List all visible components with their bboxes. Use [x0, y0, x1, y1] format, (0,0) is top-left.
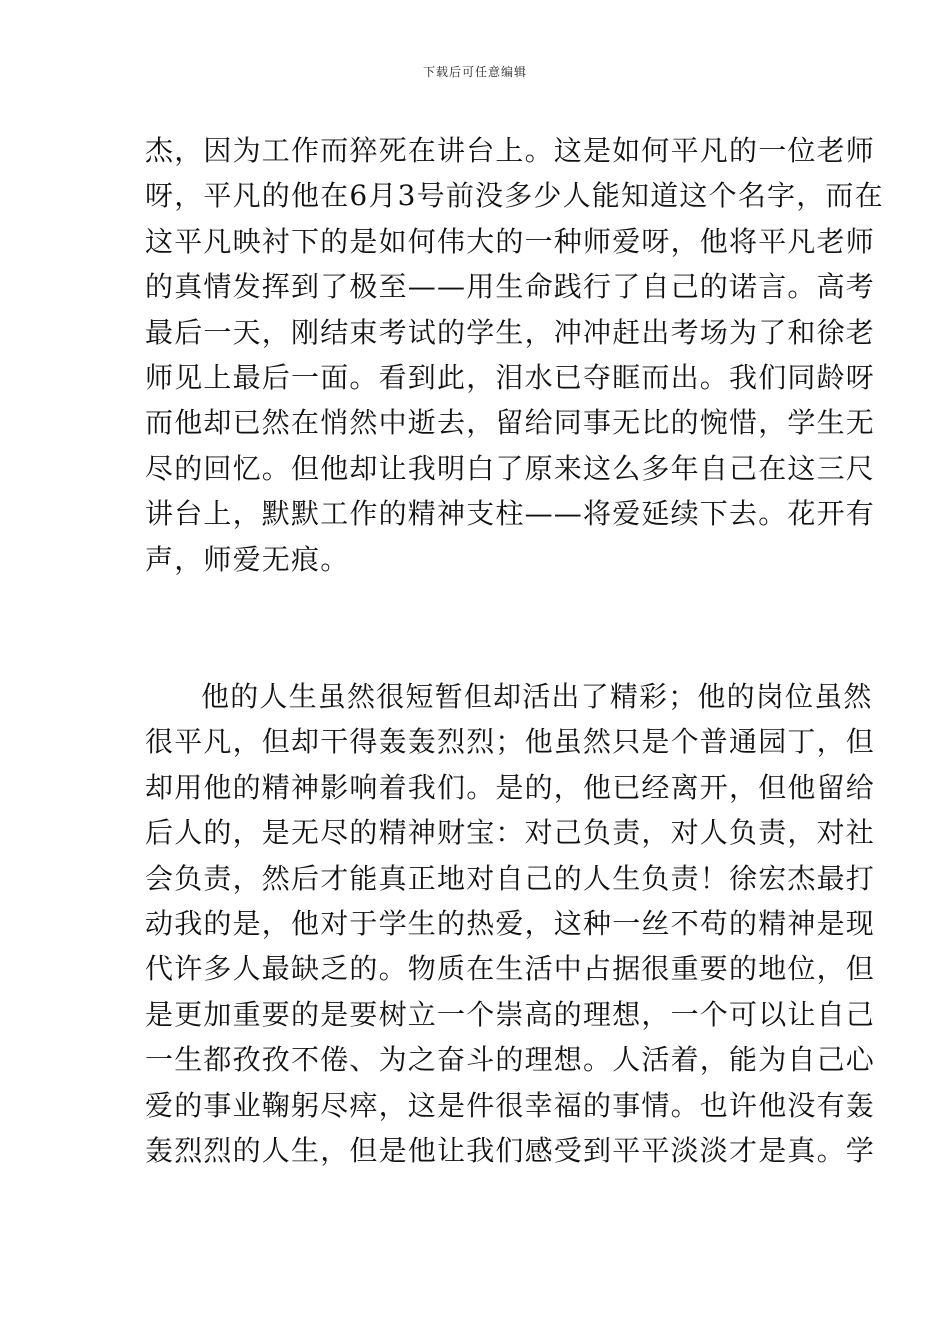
- paragraph-line: 代许多人最缺乏的。物质在生活中占据很重要的地位，但: [145, 952, 876, 986]
- paragraph-line: 动我的是，他对于学生的热爱，这种一丝不苟的精神是现: [145, 906, 876, 940]
- paragraph-line: 他的人生虽然很短暂但却活出了精彩；他的岗位虽然: [201, 680, 873, 713]
- paragraph-line: 尽的回忆。但他却让我明白了原来这么多年自己在这三尺: [145, 451, 876, 485]
- paragraph-line: 轰烈烈的人生，但是他让我们感受到平平淡淡才是真。学: [145, 1133, 876, 1167]
- paragraph-2: [145, 674, 876, 1173]
- paragraph-line: 是更加重要的是要树立一个崇高的理想，一个可以让自己: [145, 997, 876, 1031]
- paragraph-line: 后人的，是无尽的精神财宝：对己负责，对人负责，对社: [145, 816, 876, 850]
- paragraph-line: 却用他的精神影响着我们。是的，他已经离开，但他留给: [145, 770, 876, 804]
- paragraph-line: 杰，因为工作而猝死在讲台上。这是如何平凡的一位老师: [145, 134, 876, 167]
- page-header: 下载后可任意编辑: [422, 65, 527, 79]
- paragraph-line: 最后一天，刚结束考试的学生，冲冲赶出考场为了和徐老: [145, 315, 876, 349]
- paragraph-line: 爱的事业鞠躬尽瘁，这是件很幸福的事情。也许他没有轰: [145, 1088, 876, 1122]
- paragraph-1: [145, 128, 884, 582]
- paragraph-line: 呀，平凡的他在6月3号前没多少人能知道这个名字，而在: [145, 179, 884, 213]
- paragraph-line: 而他却已然在悄然中逝去，留给同事无比的惋惜，学生无: [145, 406, 876, 440]
- paragraph-line: 声，师爱无痕。: [145, 542, 350, 576]
- paragraph-line: 会负责，然后才能真正地对自己的人生负责！徐宏杰最打: [145, 861, 876, 895]
- paragraph-line: 讲台上，默默工作的精神支柱——将爱延续下去。花开有: [145, 497, 876, 531]
- paragraph-line: 这平凡映衬下的是如何伟大的一种师爱呀，他将平凡老师: [145, 224, 876, 258]
- paragraph-line: 很平凡，但却干得轰轰烈烈；他虽然只是个普通园丁，但: [145, 725, 876, 759]
- paragraph-line: 师见上最后一面。看到此，泪水已夺眶而出。我们同龄呀: [145, 360, 876, 394]
- paragraph-line: 的真情发挥到了极至——用生命践行了自己的诺言。高考: [145, 270, 876, 304]
- paragraph-line: 一生都孜孜不倦、为之奋斗的理想。人活着，能为自己心: [145, 1043, 876, 1077]
